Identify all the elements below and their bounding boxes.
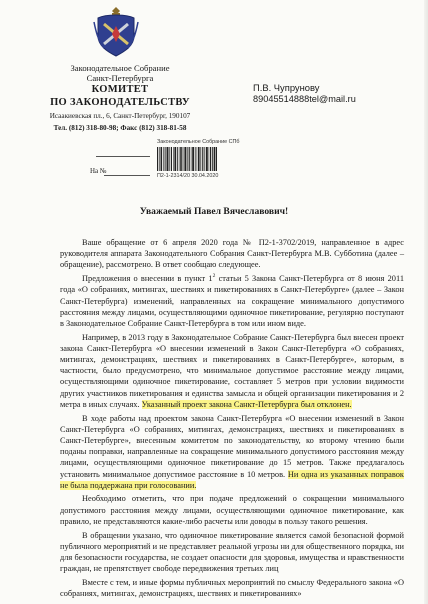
paragraph-2-text-cont: статьи 5 Закона Санкт-Петербурга от 8 июня 2011 года «О собраниях, митингах, шествиях и пикетированиях в Санкт-Петербурге» (далее – Закон Санкт-Петербурга) изменений, направленных на сокращение минимального допустимого расстояния между лицами, осуществляющими одиночное пикетирование, регулярно поступают в Законодательное Собрание Санкт-Петербурга в том или ином виде. — [60, 274, 404, 328]
letter-body — [60, 237, 404, 602]
paragraph-6: В обращении указано, что одиночное пикетирование является самой безопасной формой публичного мероприятий и не представляет реальной угрозы ни для общественного порядка, ни для безопасности государства, не создает опасности для здоровья, имущества и нравственности граждан, не препятствует свободе передвижения третьих лиц — [60, 530, 404, 574]
ref-incoming-underline — [104, 175, 150, 176]
incoming-ref-label: На № — [90, 167, 107, 175]
barcode-icon — [157, 147, 217, 171]
committee-phones: Тел. (812) 318-80-98; Факс (812) 318-81-58 — [53, 124, 187, 132]
paragraph-5: Необходимо отметить, что при подаче предложений о сокращении минимального допустимого расстояния между лицами, осуществляющими одиночное пикетирование, как правило, не представляются какие-либо расчеты или доводы в пользу такого решения. — [60, 494, 404, 526]
page-edge-shadow — [424, 0, 428, 604]
paragraph-3-highlight: Указанный проект закона Санкт-Петербурга был отклонен. — [141, 399, 352, 409]
paragraph-4-text: В ходе работы над проектом закона Санкт-Петербурга «О внесении изменений в Закон Санкт-Петербурга «О собраниях, митингах, демонстрациях, шествиях и пикетированиях в Санкт-Петербурге», внесенным комитетом по законодательству, ко второму чтению были поданы поправки, направленные на сокращение минимального допустимого расстояния между лицами, осуществляющими одиночное пикетирование до 15 метров. Также предлагалось установить минимальное допустимое расстояние в 10 метров. — [60, 413, 404, 479]
org-name-line2: Санкт-Петербурга — [86, 73, 154, 83]
paragraph-1: Ваше обращение от 6 апреля 2020 года № П2-1-3702/2019, направленное в адрес руководителя аппарата Законодательного Собрания Санкт-Петербурга М.В. Субботина (далее – обращение), рассмотрено. В ответ сообщаю следующее. — [60, 238, 404, 270]
ref-number-underline — [96, 156, 150, 157]
org-name-line1: Законодательное Собрание — [70, 63, 170, 73]
paragraph-3 — [60, 332, 404, 410]
paragraph-3-text: Например, в 2013 году в Законодательное Собрание Санкт-Петербурга был внесен проект закона Санкт-Петербурга «О внесении изменений в Закон Санкт-Петербурга «О собраниях, митингах, демонстрациях, шествиях и пикетированиях в Санкт-Петербурге», которым, в частности, было предусмотрено, что минимальное допустимое расстояние между лицами, осуществляющими одиночное пикетирование, составляет 5 метров при условии видимости других участников пикетирования и единства замысла и общей организации пикетирования и 2 метра в иных случаях. — [60, 332, 404, 409]
paragraph-2-text: Предложения о внесении в пункт 1 — [82, 274, 213, 284]
salutation: Уважаемый Павел Вячеславович! — [139, 206, 289, 217]
recipient-contact: 89045514888tel@mail.ru — [253, 94, 356, 104]
paragraph-4 — [60, 413, 404, 491]
stamp-org: Законодательное Собрание СПб — [157, 139, 240, 145]
committee-title-line2: ПО ЗАКОНОДАТЕЛЬСТВУ — [50, 97, 190, 108]
paragraph-4-highlight: Ни одна из указанных поправок не была поддержана при голосовании. — [60, 469, 404, 490]
paragraph-7: Вместе с тем, и иные формы публичных мероприятий по смыслу Федерального закона «О собраниях, митингах, демонстрациях, шествиях и пикетированиях» — [60, 577, 404, 599]
stamp-registration-number: П2-1-2314/20 30.04.2020 — [157, 173, 219, 179]
committee-address: Исаакиевская пл., 6, Санкт-Петербург, 190107 — [49, 112, 191, 120]
committee-title-line1: КОМИТЕТ — [91, 84, 149, 95]
recipient-name: П.В. Чупрунову — [253, 82, 320, 93]
coat-of-arms-icon — [92, 4, 140, 60]
paragraph-2-superscript: 2 — [212, 273, 216, 280]
paragraph-2 — [60, 273, 404, 329]
